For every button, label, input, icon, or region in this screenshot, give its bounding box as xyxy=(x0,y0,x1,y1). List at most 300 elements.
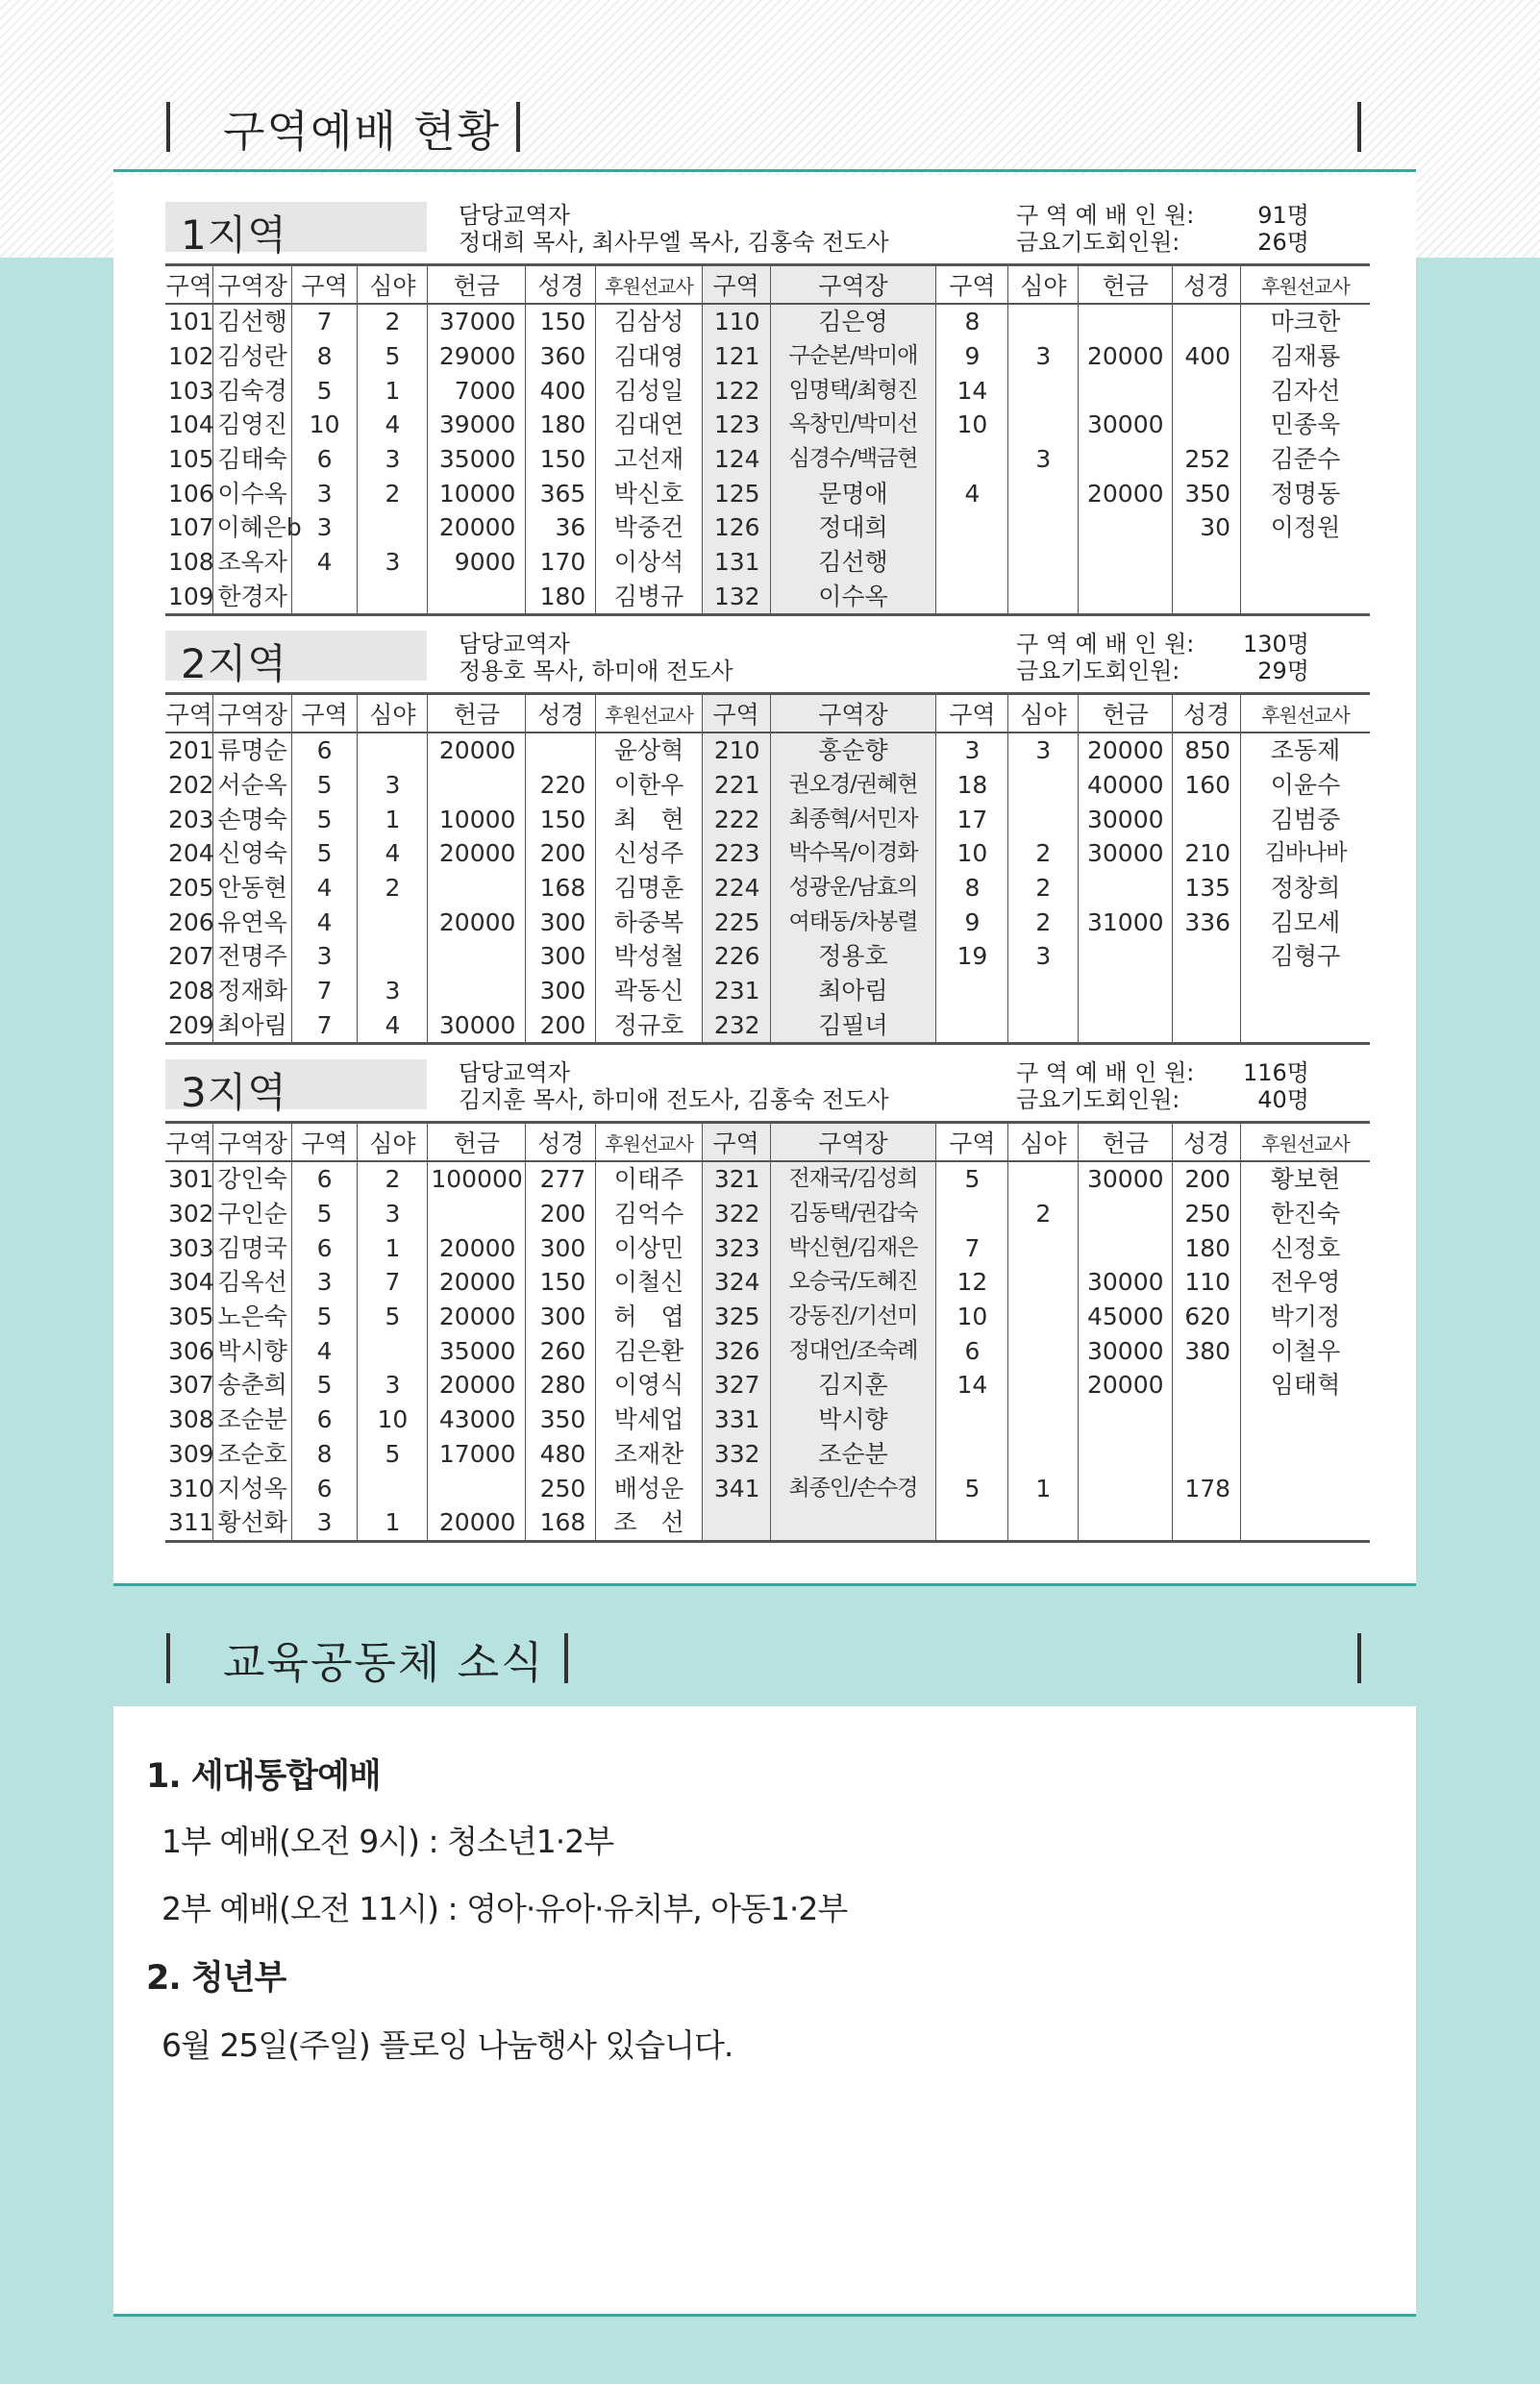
column-header: 후원선교사 xyxy=(1241,1123,1370,1162)
table-cell xyxy=(936,442,1008,477)
table-cell: 104 xyxy=(168,410,214,439)
stat-label: 구 역 예 배 인 원: xyxy=(1016,1059,1195,1086)
region-name: 1지역 xyxy=(181,211,287,259)
table-cell: 205 xyxy=(168,874,214,903)
table-cell: 620 xyxy=(1173,1300,1241,1334)
attendance-stats xyxy=(1016,1059,1309,1113)
table-cell: 4 xyxy=(291,1333,358,1368)
table-cell xyxy=(1008,1265,1079,1300)
table-cell: 30000 xyxy=(1079,836,1173,871)
table-row xyxy=(165,304,1370,339)
table-cell: 3 xyxy=(291,1265,358,1300)
table-cell: 110 xyxy=(702,304,770,339)
table-cell: 5 xyxy=(291,1300,358,1334)
column-header: 성경 xyxy=(1173,265,1241,305)
table-row xyxy=(165,510,1370,545)
table-cell: 송춘희 xyxy=(213,1368,291,1403)
table-cell: 이상민 xyxy=(596,1230,702,1265)
table-cell: 14 xyxy=(936,1368,1008,1403)
section-title: 구역예배 현황 xyxy=(223,106,502,157)
table-cell xyxy=(428,939,526,974)
column-header: 심야 xyxy=(1008,1123,1079,1162)
table-cell xyxy=(1173,580,1241,615)
table-cell: 331 xyxy=(702,1403,770,1437)
column-header: 심야 xyxy=(1008,265,1079,305)
table-cell: 여태동/차봉렬 xyxy=(770,905,936,939)
table-cell: 5 xyxy=(936,1471,1008,1505)
table-cell: 200 xyxy=(526,1197,596,1231)
table-cell: 2 xyxy=(1008,1197,1079,1231)
table-cell xyxy=(1173,408,1241,442)
table-cell xyxy=(1008,476,1079,510)
table-cell xyxy=(1008,802,1079,836)
table-cell xyxy=(1079,1403,1173,1437)
table-cell xyxy=(1079,545,1173,580)
column-header: 후원선교사 xyxy=(1241,694,1370,733)
table-cell: 3 xyxy=(291,476,358,510)
pastor-label: 담당교역자 xyxy=(459,631,570,658)
column-header: 성경 xyxy=(1173,694,1241,733)
table-cell: 유연옥 xyxy=(213,905,291,939)
region-1-block xyxy=(165,202,1370,625)
table-cell: 180 xyxy=(526,408,596,442)
table-cell: 308 xyxy=(168,1405,214,1434)
table-cell: 한진숙 xyxy=(1241,1197,1370,1231)
table-cell xyxy=(1008,1230,1079,1265)
table-cell: 135 xyxy=(1173,871,1241,906)
table-cell: 122 xyxy=(702,373,770,408)
table-row xyxy=(165,1197,1370,1231)
table-cell: 252 xyxy=(1173,442,1241,477)
table-cell xyxy=(1173,939,1241,974)
table-cell: 20000 xyxy=(1079,476,1173,510)
header-bar-mid xyxy=(564,1633,568,1683)
table-cell: 109 xyxy=(168,582,214,610)
table-cell: 307 xyxy=(168,1371,214,1400)
column-header: 구역 xyxy=(165,1123,213,1162)
table-cell: 임명택/최형진 xyxy=(770,373,936,408)
worship-attendance xyxy=(1016,202,1309,229)
table-cell xyxy=(358,580,428,615)
table-cell: 김성일 xyxy=(596,373,702,408)
table-cell xyxy=(1008,510,1079,545)
table-cell: 노은숙 xyxy=(213,1300,291,1334)
table-cell: 2 xyxy=(1008,836,1079,871)
table-cell: 20000 xyxy=(428,510,526,545)
table-cell xyxy=(936,1505,1008,1541)
table-cell: 김필녀 xyxy=(770,1008,936,1044)
table-cell: 황선화 xyxy=(213,1505,291,1541)
table-cell: 8 xyxy=(936,304,1008,339)
table-cell: 손명숙 xyxy=(213,802,291,836)
table-cell: 8 xyxy=(291,339,358,374)
column-header: 심야 xyxy=(1008,694,1079,733)
column-header: 구역 xyxy=(702,694,770,733)
column-header: 헌금 xyxy=(428,265,526,305)
column-header: 구역장 xyxy=(213,694,291,733)
table-cell xyxy=(1008,1437,1079,1472)
table-cell xyxy=(358,733,428,768)
table-cell: 12 xyxy=(936,1265,1008,1300)
table-cell: 3 xyxy=(1008,339,1079,374)
table-cell xyxy=(1173,304,1241,339)
table-cell: 302 xyxy=(168,1200,214,1229)
table-row xyxy=(165,1437,1370,1472)
table-cell xyxy=(1008,1333,1079,1368)
table-cell: 박성철 xyxy=(596,939,702,974)
column-header: 구역 xyxy=(702,1123,770,1162)
table-cell: 6 xyxy=(291,1403,358,1437)
table-cell xyxy=(1241,580,1370,615)
table-cell: 304 xyxy=(168,1268,214,1297)
table-cell: 202 xyxy=(168,771,214,800)
news-item-1: 1부 예배(오전 9시) : 청소년1·2부 xyxy=(161,1823,614,1860)
table-cell: 2 xyxy=(358,871,428,906)
table-cell: 전재국/김성희 xyxy=(770,1161,936,1197)
column-header: 구역장 xyxy=(770,265,936,305)
table-cell: 110 xyxy=(1173,1265,1241,1300)
stat-value: 26명 xyxy=(1257,229,1309,256)
table-cell: 18 xyxy=(936,768,1008,803)
table-cell: 한경자 xyxy=(213,580,291,615)
table-cell: 30000 xyxy=(1079,802,1173,836)
table-cell: 20000 xyxy=(428,1265,526,1300)
table-cell: 6 xyxy=(936,1333,1008,1368)
table-row xyxy=(165,768,1370,803)
table-cell: 홍순향 xyxy=(770,733,936,768)
table-cell xyxy=(936,1197,1008,1231)
table-cell xyxy=(428,1197,526,1231)
table-row xyxy=(165,476,1370,510)
table-cell xyxy=(1008,580,1079,615)
table-cell: 101 xyxy=(168,308,214,336)
region-name: 3지역 xyxy=(181,1069,287,1116)
table-cell: 조동제 xyxy=(1241,733,1370,768)
table-cell: 박중건 xyxy=(596,510,702,545)
table-cell: 203 xyxy=(168,805,214,833)
table-cell: 5 xyxy=(291,768,358,803)
table-row xyxy=(165,580,1370,615)
table-cell: 322 xyxy=(702,1197,770,1231)
table-row xyxy=(165,802,1370,836)
column-header: 성경 xyxy=(1173,1123,1241,1162)
table-cell: 360 xyxy=(526,339,596,374)
table-cell: 126 xyxy=(702,510,770,545)
table-cell xyxy=(1008,768,1079,803)
table-cell: 김지훈 xyxy=(770,1368,936,1403)
column-header: 구역장 xyxy=(770,1123,936,1162)
table-cell: 325 xyxy=(702,1300,770,1334)
section-rule-1 xyxy=(0,169,1540,173)
table-cell: 20000 xyxy=(428,836,526,871)
table-cell: 김대연 xyxy=(596,408,702,442)
table-cell: 4 xyxy=(291,545,358,580)
table-cell: 321 xyxy=(702,1161,770,1197)
table-cell: 326 xyxy=(702,1333,770,1368)
table-cell: 최아림 xyxy=(213,1008,291,1044)
table-cell: 정명동 xyxy=(1241,476,1370,510)
table-cell xyxy=(1173,802,1241,836)
table-cell xyxy=(1173,1008,1241,1044)
column-header: 헌금 xyxy=(428,1123,526,1162)
table-cell: 김억수 xyxy=(596,1197,702,1231)
table-cell: 심경수/백금현 xyxy=(770,442,936,477)
table-header-row xyxy=(165,1123,1370,1162)
table-cell xyxy=(1079,1437,1173,1472)
stat-label: 금요기도회인원: xyxy=(1016,229,1180,256)
table-cell: 300 xyxy=(526,1230,596,1265)
table-cell: 108 xyxy=(168,548,214,577)
column-header: 후원선교사 xyxy=(596,1123,702,1162)
table-cell: 124 xyxy=(702,442,770,477)
stat-value: 91명 xyxy=(1257,202,1309,229)
stat-value: 116명 xyxy=(1243,1059,1309,1086)
table-cell: 309 xyxy=(168,1439,214,1468)
table-cell: 곽동신 xyxy=(596,974,702,1008)
table-cell xyxy=(1079,1230,1173,1265)
table-cell: 200 xyxy=(1173,1161,1241,1197)
prayer-attendance xyxy=(1016,1086,1309,1113)
table-cell: 365 xyxy=(526,476,596,510)
table-cell: 7 xyxy=(358,1265,428,1300)
table-cell: 224 xyxy=(702,871,770,906)
table-row xyxy=(165,1008,1370,1044)
table-cell: 250 xyxy=(1173,1197,1241,1231)
table-cell: 임태혁 xyxy=(1241,1368,1370,1403)
column-header: 헌금 xyxy=(1079,265,1173,305)
table-cell: 2 xyxy=(358,304,428,339)
table-cell: 김형구 xyxy=(1241,939,1370,974)
table-cell: 김태숙 xyxy=(213,442,291,477)
table-cell: 305 xyxy=(168,1303,214,1331)
table-cell: 김범중 xyxy=(1241,802,1370,836)
column-header: 구역 xyxy=(165,694,213,733)
table-cell xyxy=(1173,545,1241,580)
table-cell: 17 xyxy=(936,802,1008,836)
table-cell: 박세업 xyxy=(596,1403,702,1437)
table-cell: 조순분 xyxy=(213,1403,291,1437)
column-header: 구역 xyxy=(936,694,1008,733)
table-cell: 6 xyxy=(291,1230,358,1265)
table-cell: 30 xyxy=(1173,510,1241,545)
table-cell: 3 xyxy=(291,1505,358,1541)
table-cell: 윤상혁 xyxy=(596,733,702,768)
table-cell: 조재찬 xyxy=(596,1437,702,1472)
table-cell: 31000 xyxy=(1079,905,1173,939)
table-cell: 김성란 xyxy=(213,339,291,374)
table-cell: 3 xyxy=(1008,442,1079,477)
table-cell xyxy=(1241,1008,1370,1044)
table-cell: 20000 xyxy=(428,1230,526,1265)
column-header: 구역 xyxy=(291,694,358,733)
table-cell: 이한우 xyxy=(596,768,702,803)
table-cell: 최 현 xyxy=(596,802,702,836)
table-cell xyxy=(358,905,428,939)
table-cell: 45000 xyxy=(1079,1300,1173,1334)
table-cell: 7 xyxy=(291,1008,358,1044)
pastor-names: 정용호 목사, 하미애 전도사 xyxy=(459,658,733,684)
table-cell: 3 xyxy=(358,974,428,1008)
table-cell: 9 xyxy=(936,905,1008,939)
table-cell: 조 선 xyxy=(596,1505,702,1541)
table-row xyxy=(165,339,1370,374)
table-cell: 권오경/권혜현 xyxy=(770,768,936,803)
table-cell xyxy=(428,1471,526,1505)
table-cell xyxy=(1241,1471,1370,1505)
section-title: 교육공동체 소식 xyxy=(223,1637,545,1688)
table-cell: 350 xyxy=(1173,476,1241,510)
table-cell: 210 xyxy=(1173,836,1241,871)
table-cell: 3 xyxy=(291,939,358,974)
table-cell: 이철우 xyxy=(1241,1333,1370,1368)
column-header: 성경 xyxy=(526,1123,596,1162)
table-cell: 20000 xyxy=(428,733,526,768)
table-cell: 150 xyxy=(526,442,596,477)
table-cell: 20000 xyxy=(428,1300,526,1334)
table-cell xyxy=(1079,510,1173,545)
pastor-info xyxy=(459,202,889,256)
table-cell: 200 xyxy=(526,1008,596,1044)
table-cell: 정용호 xyxy=(770,939,936,974)
table-cell: 20000 xyxy=(428,1505,526,1541)
district-roster-table xyxy=(165,1121,1370,1543)
table-cell: 김선행 xyxy=(770,545,936,580)
table-cell: 223 xyxy=(702,836,770,871)
table-cell xyxy=(1079,1471,1173,1505)
table-cell: 121 xyxy=(702,339,770,374)
table-cell: 김대영 xyxy=(596,339,702,374)
table-cell xyxy=(1173,373,1241,408)
pastor-names: 정대희 목사, 최사무엘 목사, 김홍숙 전도사 xyxy=(459,229,889,256)
table-cell: 7 xyxy=(936,1230,1008,1265)
table-cell: 정대희 xyxy=(770,510,936,545)
table-cell: 39000 xyxy=(428,408,526,442)
table-cell: 168 xyxy=(526,1505,596,1541)
table-cell: 10 xyxy=(936,408,1008,442)
column-header: 구역 xyxy=(165,265,213,305)
pastor-label: 담당교역자 xyxy=(459,202,570,229)
table-cell: 210 xyxy=(702,733,770,768)
table-cell: 201 xyxy=(168,736,214,765)
table-cell: 332 xyxy=(702,1437,770,1472)
table-cell: 150 xyxy=(526,304,596,339)
table-cell: 7000 xyxy=(428,373,526,408)
table-cell xyxy=(1008,373,1079,408)
table-cell xyxy=(1079,580,1173,615)
table-cell xyxy=(1241,1505,1370,1541)
table-cell: 8 xyxy=(936,871,1008,906)
table-cell: 김영진 xyxy=(213,408,291,442)
table-cell: 6 xyxy=(291,442,358,477)
table-cell xyxy=(1079,1008,1173,1044)
table-cell: 150 xyxy=(526,1265,596,1300)
table-row xyxy=(165,1161,1370,1197)
table-cell: 327 xyxy=(702,1368,770,1403)
table-cell: 209 xyxy=(168,1010,214,1039)
table-cell: 30000 xyxy=(428,1008,526,1044)
table-cell: 하중복 xyxy=(596,905,702,939)
table-cell xyxy=(936,1403,1008,1437)
table-cell: 2 xyxy=(358,1161,428,1197)
table-cell: 3 xyxy=(1008,939,1079,974)
column-header: 성경 xyxy=(526,265,596,305)
table-cell xyxy=(1241,1437,1370,1472)
table-row xyxy=(165,939,1370,974)
table-cell xyxy=(936,1437,1008,1472)
table-cell: 신영숙 xyxy=(213,836,291,871)
table-cell: 6 xyxy=(291,1161,358,1197)
table-cell xyxy=(428,871,526,906)
table-cell: 30000 xyxy=(1079,1265,1173,1300)
column-header: 심야 xyxy=(358,694,428,733)
attendance-stats xyxy=(1016,631,1309,684)
table-cell: 106 xyxy=(168,479,214,508)
table-cell: 최종혁/서민자 xyxy=(770,802,936,836)
table-cell: 180 xyxy=(526,580,596,615)
table-cell: 서순옥 xyxy=(213,768,291,803)
table-row xyxy=(165,1368,1370,1403)
table-cell: 380 xyxy=(1173,1333,1241,1368)
table-cell: 김모세 xyxy=(1241,905,1370,939)
table-cell: 168 xyxy=(526,871,596,906)
table-cell: 9000 xyxy=(428,545,526,580)
table-cell xyxy=(1173,1437,1241,1472)
table-cell xyxy=(1241,545,1370,580)
table-cell: 226 xyxy=(702,939,770,974)
table-cell: 336 xyxy=(1173,905,1241,939)
table-cell xyxy=(526,733,596,768)
table-cell: 고선재 xyxy=(596,442,702,477)
table-cell: 3 xyxy=(358,1197,428,1231)
table-cell xyxy=(1173,1403,1241,1437)
table-row xyxy=(165,733,1370,768)
panel-bottom-rule xyxy=(113,2314,1416,2317)
region-name: 2지역 xyxy=(181,640,287,687)
table-cell: 35000 xyxy=(428,442,526,477)
table-cell: 4 xyxy=(936,476,1008,510)
district-roster-table xyxy=(165,263,1370,616)
table-cell: 류명순 xyxy=(213,733,291,768)
table-cell: 이수옥 xyxy=(213,476,291,510)
table-cell xyxy=(770,1505,936,1541)
column-header: 구역 xyxy=(936,1123,1008,1162)
table-cell: 125 xyxy=(702,476,770,510)
stat-value: 130명 xyxy=(1243,631,1309,658)
table-cell xyxy=(428,974,526,1008)
table-cell: 강인숙 xyxy=(213,1161,291,1197)
table-cell xyxy=(1008,1008,1079,1044)
table-cell: 300 xyxy=(526,974,596,1008)
table-cell: 4 xyxy=(358,836,428,871)
table-cell: 207 xyxy=(168,942,214,971)
table-cell: 40000 xyxy=(1079,768,1173,803)
table-cell xyxy=(1008,1300,1079,1334)
column-header: 구역 xyxy=(936,265,1008,305)
table-cell: 200 xyxy=(526,836,596,871)
table-cell: 7 xyxy=(291,304,358,339)
panel-bottom-rule xyxy=(113,1583,1416,1586)
column-header: 헌금 xyxy=(1079,1123,1173,1162)
table-cell xyxy=(936,510,1008,545)
table-cell xyxy=(936,580,1008,615)
table-row xyxy=(165,1403,1370,1437)
table-cell: 850 xyxy=(1173,733,1241,768)
table-cell: 이혜은b xyxy=(213,510,291,545)
prayer-attendance xyxy=(1016,229,1309,256)
pastor-info xyxy=(459,631,733,684)
table-cell: 4 xyxy=(358,1008,428,1044)
table-cell: 3 xyxy=(1008,733,1079,768)
